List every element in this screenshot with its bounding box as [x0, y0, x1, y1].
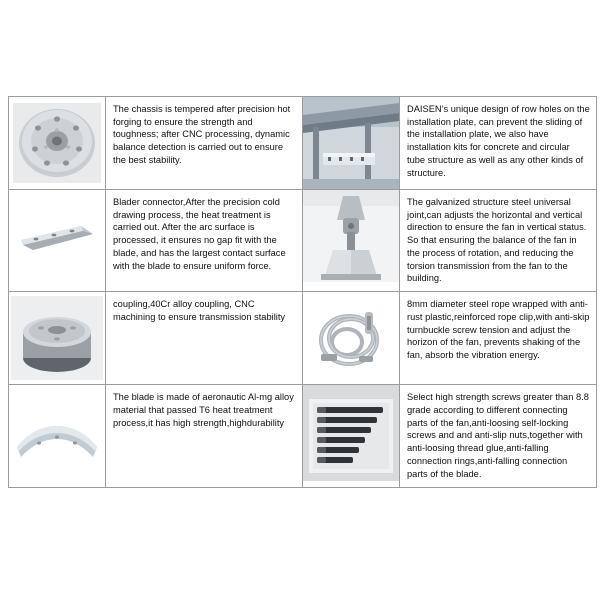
screws-kit-image-cell — [303, 385, 400, 488]
blade-connector-photo — [9, 190, 105, 282]
table-row — [9, 190, 597, 292]
steel-rope-image-cell — [303, 292, 400, 385]
installation-plate-description: DAISEN’s unique design of row holes on the installation plate, can prevent the sliding of the installation plate, we also have installation kits for concrete and circular tube structure as well as any other kinds of structure. — [407, 104, 590, 178]
coupling-description: coupling,40Cr alloy coupling, CNC machining to ensure transmission stability — [113, 299, 286, 322]
installation-plate-image-cell — [303, 97, 400, 190]
installation-plate-photo — [303, 97, 399, 189]
chassis-plate-text-cell — [106, 97, 303, 190]
universal-joint-photo — [303, 190, 399, 282]
steel-rope-text-cell — [400, 292, 597, 385]
table-row — [9, 97, 597, 190]
screws-kit-description: Select high strength screws greater than 8.8 grade according to different connecting parts of the fan,anti-loosing self-locking screws and and anti-slip nuts,together with anti-loosing thread glue,anti-falling connection rings,anti-falling connection parts of the blade. — [407, 392, 589, 479]
screws-kit-photo — [303, 385, 399, 481]
universal-joint-text-cell — [400, 190, 597, 292]
fan-blade-image-cell — [9, 385, 106, 488]
specification-table — [8, 96, 597, 488]
chassis-plate-photo — [9, 97, 105, 189]
blade-connector-text-cell — [106, 190, 303, 292]
coupling-text-cell — [106, 292, 303, 385]
blade-connector-description: Blader connector,After the precision cold drawing process, the heat treatment is carried out. After the arc surface is processed, it ensures no gap fit with the blade, and has the largest contact surface with the blade to ensure uniform force. — [113, 197, 286, 271]
coupling-image-cell — [9, 292, 106, 385]
chassis-plate-description: The chassis is tempered after precision hot forging to ensure the strength and toughness; after CNC processing, dynamic balance detection is carried out to ensure the best stability. — [113, 104, 291, 165]
chassis-plate-image-cell — [9, 97, 106, 190]
universal-joint-image-cell — [303, 190, 400, 292]
installation-plate-text-cell — [400, 97, 597, 190]
universal-joint-description: The galvanized structure steel universal joint,can adjusts the horizontal and vertical direction to ensure the fan in vertical status. So that ensuring the balance of the fan in the process of rotation, and reducing the torsion transmission from the fan to the building. — [407, 197, 587, 284]
fan-blade-photo — [9, 385, 105, 481]
steel-rope-description: 8mm diameter steel rope wrapped with anti-rust plastic,reinforced rope clip,with anti-skip turnbuckle screw tension and adjust the horizon of the fan, prevents shaking of the fan, absorb the vibration energy. — [407, 299, 590, 361]
steel-rope-photo — [303, 292, 399, 384]
screws-kit-text-cell — [400, 385, 597, 488]
fan-blade-description: The blade is made of aeronautic Al-mg alloy material that passed T6 heat treatment process,it has high strength,highdurability — [113, 392, 294, 428]
table-row — [9, 292, 597, 385]
blade-connector-image-cell — [9, 190, 106, 292]
fan-blade-text-cell — [106, 385, 303, 488]
table-row — [9, 385, 597, 488]
coupling-photo — [9, 292, 105, 384]
